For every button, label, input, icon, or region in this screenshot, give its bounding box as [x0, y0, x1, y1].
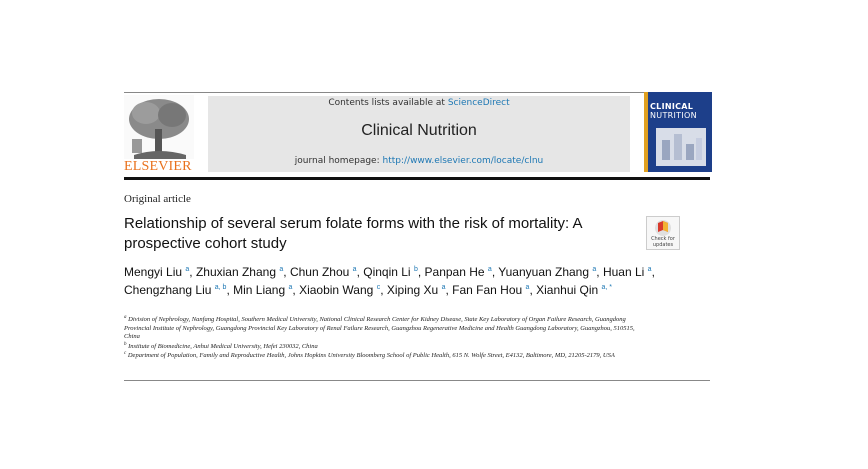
homepage-line — [208, 156, 630, 166]
author-name[interactable]: Chengzhang Liu — [124, 283, 212, 297]
author-affiliation-mark[interactable]: c — [376, 284, 381, 291]
author-affiliation-mark[interactable]: a — [525, 284, 530, 291]
homepage-url-link[interactable]: http://www.elsevier.com/locate/clnu — [382, 156, 544, 166]
author-name[interactable]: Qinqin Li — [363, 265, 411, 279]
affiliation-mark: c — [124, 351, 127, 356]
author-name[interactable]: Xianhui Qin — [536, 283, 599, 297]
author-affiliation-mark[interactable]: a — [288, 284, 293, 291]
affiliation-item — [124, 314, 644, 342]
journal-cover-thumbnail[interactable] — [644, 92, 712, 172]
cover-title-line1: CLINICAL — [650, 102, 694, 111]
affiliation-mark: b — [124, 342, 127, 347]
author-name[interactable]: Xiping Xu — [386, 283, 439, 297]
affiliation-mark: a — [124, 315, 127, 320]
author-name[interactable]: Yuanyuan Zhang — [498, 265, 590, 279]
author-name[interactable]: Huan Li — [602, 265, 645, 279]
affiliation-text: Institute of Biomedicine, Anhui Medical University, Hefei 230032, China — [126, 343, 318, 351]
author-name[interactable]: Chun Zhou — [289, 265, 350, 279]
author-name[interactable]: Zhuxian Zhang — [195, 265, 277, 279]
author-affiliation-mark[interactable]: a — [592, 266, 597, 273]
cover-stripe — [644, 92, 648, 172]
cover-title-line2: NUTRITION — [650, 111, 697, 120]
affiliation-text: Department of Population, Family and Reproductive Health, Johns Hopkins University Bloomberg School of Public Health, 615 N. Wolfe Street, E4132, Baltimore, MD, 21205-2179, USA — [126, 352, 615, 360]
author-affiliation-mark[interactable]: a — [441, 284, 446, 291]
author-affiliation-mark[interactable]: a — [352, 266, 357, 273]
cover-artwork — [656, 128, 706, 166]
sciencedirect-link[interactable]: ScienceDirect — [447, 98, 510, 108]
author-name[interactable]: Fan Fan Hou — [452, 283, 523, 297]
author-name[interactable]: Xiaobin Wang — [299, 283, 374, 297]
header-thick-rule — [124, 177, 710, 180]
author-affiliation-mark[interactable]: a — [647, 266, 652, 273]
article-type: Original article — [124, 193, 191, 205]
author-affiliation-mark[interactable]: a, b — [214, 284, 227, 291]
article-title: Relationship of several serum folate forms with the risk of mortality: A prospective cohort study — [124, 215, 582, 252]
author-name[interactable]: Panpan He — [424, 265, 485, 279]
check-for-updates-button[interactable] — [646, 216, 680, 250]
author-affiliation-mark[interactable]: a — [279, 266, 284, 273]
author-affiliation-mark[interactable]: b — [413, 266, 418, 273]
author-affiliation-mark[interactable]: a, * — [601, 284, 613, 291]
author-affiliation-mark[interactable]: a — [487, 266, 492, 273]
journal-name: Clinical Nutrition — [361, 122, 477, 139]
author-name[interactable]: Mengyi Liu — [124, 265, 183, 279]
journal-header-box — [208, 96, 630, 172]
check-for-updates-label: Check for updates — [651, 236, 675, 248]
affiliation-text: Division of Nephrology, Nanfang Hospital, Southern Medical University, National Clinical Research Center for Kidney Disease, State Key Laboratory of Organ Failure Research, Guangdong Provincial Institute of Nephrology, Guangdong Provincial Key Laboratory of Renal Failure Research, Guangzhou Regenerative Medicine and Health Guangdong Laboratory, Guangzhou, 510515, China — [124, 316, 635, 341]
bottom-rule — [124, 380, 710, 381]
top-rule — [124, 92, 710, 93]
contents-prefix: Contents lists available at — [328, 98, 448, 108]
affiliation-item — [124, 350, 644, 361]
author-name[interactable]: Min Liang — [233, 283, 286, 297]
check-for-updates-icon — [647, 218, 679, 238]
author-affiliation-mark[interactable]: a — [185, 266, 190, 273]
contents-line — [208, 98, 630, 108]
elsevier-wordmark: ELSEVIER — [124, 159, 192, 174]
author-list: Mengyi Liu $^a$, Zhuxian Zhang $^a$, Chun Zhou $^a$, Qinqin Li $^b$, Panpan He $^a$, Yuanyuan Zhang $^a$, Huan Li $^a$, Chengzhang Liu $^{a, b}$, Min Liang $^a$, Xiaobin Wang $^c$, Xiping Xu $^a$, Fan Fan Hou $^a$, Xianhui Qin $^{a, *}$ — [124, 265, 655, 297]
homepage-prefix: journal homepage: — [294, 156, 383, 166]
